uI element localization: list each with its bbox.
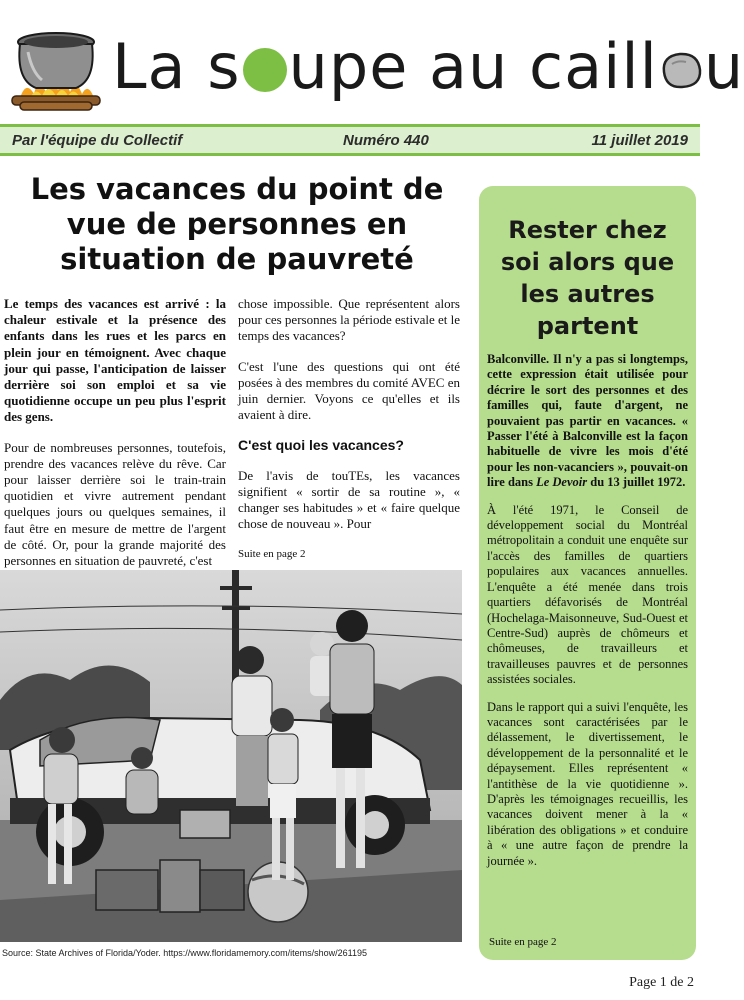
family-car-photo: [0, 570, 462, 942]
photo-caption: Source: State Archives of Florida/Yoder. https://www.floridamemory.com/items/show/261195: [2, 948, 368, 958]
article-subhead: C'est quoi les vacances?: [238, 437, 404, 454]
page-number: Page 1 de 2: [629, 975, 694, 990]
continued-link[interactable]: Suite en page 2: [238, 548, 306, 561]
issue-number: Numéro 440: [343, 132, 429, 149]
masthead: [0, 0, 744, 118]
sidebar-lead: Balconville. Il n'y a pas si longtemps, cette expression était utilisée pour décrire le sort des personnes et des familles qui, faute d'argent, ne pouvaient pas partir en vacances. « Passer l'été à Balconville est la façon habituelle de vivre les mois d'été pour les non-vacanciers », pouvait-on lire dans Le Devoir du 13 juillet 1972.: [487, 352, 688, 490]
sidebar-box: [479, 186, 696, 960]
byline: Par l'équipe du Collectif: [12, 132, 183, 149]
issue-info-bar: [0, 124, 700, 156]
cauldron-icon: [6, 28, 106, 112]
article-column-2: [238, 296, 460, 563]
green-o-glyph: [243, 48, 287, 92]
sidebar-paragraph: Dans le rapport qui a suivi l'enquête, les vacances sont caractérisées par le délassement, le divertissement, le développement de la personnalité et le dépaysement. Elles représentent « l'antithèse de la vie quotidienne ». D'après les témoignages recueillis, les vacances doivent mener à la « libération des obligations » et conduire à « une autre façon de prendre la journée ».: [487, 699, 688, 868]
article-headline: Les vacances du point de vue de personnes en situation de pauvreté: [30, 172, 444, 276]
sidebar-title: Rester chez soi alors que les autres partent: [500, 216, 675, 340]
sidebar-body: [487, 352, 688, 881]
article-photo: [0, 570, 462, 942]
article-column-1: [4, 296, 226, 583]
sidebar-continued-link[interactable]: Suite en page 2: [489, 936, 557, 948]
article-paragraph: Pour de nombreuses personnes, toutefois, prendre des vacances relève du rêve. Car pour laisser derrière soi le train-train quotidien et vivre autrement pendant quelques jours ou quelques semaines, il faut être en mesure de mettre de l'argent de côté. Or, pour la grande majorité des personnes en situation de pauvreté, c'est: [4, 439, 226, 569]
newsletter-title: La s upe au caill u: [112, 30, 744, 103]
sidebar-paragraph: À l'été 1971, le Conseil de développement social du Montréal métropolitain a conduit une enquête sur l'accès des familles de quartiers populaires aux vacances annuelles. L'enquête a été menée dans trois quartiers défavorisés de Montréal (Hochelaga-Maisonneuve, Sud-Ouest et Centre-Sud) auprès de chômeurs et chômeuses, de travailleurs et travailleuses pauvres et de personnes assistées sociales.: [487, 502, 688, 687]
article-paragraph: De l'avis de touTEs, les vacances signifient « sortir de sa routine », « changer ses habitudes » et « faire quelque chose de nouveau ». Pour: [238, 467, 460, 532]
article-lead: Le temps des vacances est arrivé : la chaleur estivale et la présence des enfants dans les rues et les parcs en plein jour en témoignent. Avec chaque jour qui passe, l'anticipation de laisser derrière soi son emploi et sa vie quotidienne occupe un peu plus l'esprit des gens.: [4, 296, 226, 425]
issue-date: 11 juillet 2019: [591, 132, 688, 149]
newspaper-name: Le Devoir: [536, 475, 588, 490]
article-paragraph: C'est l'une des questions qui ont été posées à des membres du comité AVEC en juin dernier. Voyons ce qu'elles et ils avaient à dire.: [238, 358, 460, 423]
stone-icon: [658, 50, 704, 90]
article-paragraph: chose impossible. Que représentent alors pour ces personnes la période estivale et le temps des vacances?: [238, 296, 460, 344]
